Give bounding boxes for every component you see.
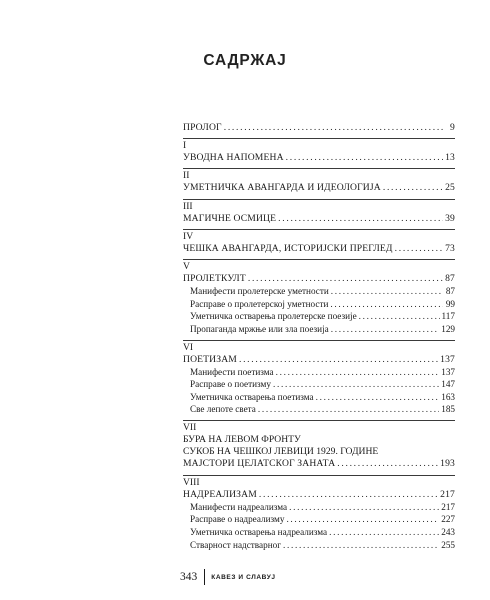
toc-entry[interactable] bbox=[183, 354, 455, 366]
toc-entry[interactable] bbox=[183, 489, 455, 501]
toc-entry-title: Расправе о поетизму bbox=[190, 379, 271, 390]
toc-entry-title: СУКОБ НА ЧЕШКОЈ ЛЕВИЦИ 1929. ГОДИНЕ bbox=[183, 446, 379, 458]
chapter-numeral: V bbox=[183, 260, 190, 272]
toc-entry[interactable] bbox=[183, 122, 455, 134]
dot-leader bbox=[248, 273, 443, 285]
dot-leader bbox=[329, 526, 439, 539]
toc-subentry[interactable] bbox=[183, 323, 455, 336]
toc-entry[interactable] bbox=[183, 152, 455, 164]
toc-page-number: 185 bbox=[441, 404, 455, 415]
dot-leader bbox=[224, 122, 443, 134]
toc-section bbox=[183, 122, 455, 134]
toc-entry[interactable] bbox=[183, 243, 455, 255]
toc-entry[interactable] bbox=[183, 182, 455, 194]
toc-page-number: 9 bbox=[450, 122, 455, 133]
page-footer bbox=[180, 569, 276, 585]
chapter-numeral: VI bbox=[183, 341, 194, 353]
toc-page-number: 129 bbox=[441, 323, 455, 334]
dot-leader bbox=[383, 182, 443, 194]
dot-leader bbox=[259, 489, 438, 501]
toc-section bbox=[183, 340, 455, 417]
section-rule bbox=[183, 199, 455, 200]
page-title: САДРЖАЈ bbox=[203, 52, 287, 69]
dot-leader bbox=[276, 366, 440, 379]
toc-entry-title: Манифести пролетерске уметности bbox=[190, 286, 329, 297]
dot-leader bbox=[283, 539, 439, 552]
page-number: 343 bbox=[180, 571, 198, 583]
toc-entry[interactable] bbox=[183, 213, 455, 225]
toc-subentry[interactable] bbox=[183, 391, 455, 404]
toc-page-number: 137 bbox=[440, 353, 455, 365]
toc-subentry[interactable] bbox=[183, 298, 455, 311]
toc-page-number: 117 bbox=[441, 311, 455, 322]
dot-leader bbox=[316, 391, 440, 404]
toc-entry-title: Пропаганда мржње или зла поезија bbox=[190, 323, 329, 334]
toc-entry-title: ЧЕШКА АВАНГАРДА, ИСТОРИЈСКИ ПРЕГЛЕД bbox=[183, 242, 393, 254]
dot-leader bbox=[286, 513, 439, 526]
toc-entry-title: ПОЕТИЗАМ bbox=[183, 353, 237, 365]
toc-subentry[interactable] bbox=[183, 378, 455, 391]
toc-entry-title: НАДРЕАЛИЗАМ bbox=[183, 488, 257, 500]
toc-entry-title: УМЕТНИЧКА АВАНГАРДА И ИДЕОЛОГИЈА bbox=[183, 182, 381, 194]
dot-leader bbox=[239, 354, 438, 366]
toc-section bbox=[183, 199, 455, 225]
dot-leader bbox=[330, 298, 443, 311]
toc-page-number: 39 bbox=[445, 212, 455, 224]
chapter-numeral: II bbox=[183, 170, 190, 182]
section-rule bbox=[183, 340, 455, 341]
toc-entry-title: БУРА НА ЛЕВОМ ФРОНТУ bbox=[183, 434, 301, 446]
toc-entry-title: МАЈСТОРИ ЦЕЛАТСКОГ ЗАНАТА bbox=[183, 458, 336, 470]
toc-entry-title: ПРОЛЕТКУЛТ bbox=[183, 272, 246, 284]
toc-entry-title: Манифести поетизма bbox=[190, 366, 274, 377]
toc-page-number: 25 bbox=[445, 182, 455, 194]
toc-page-number: 217 bbox=[441, 501, 455, 512]
toc-page-number: 227 bbox=[441, 514, 455, 525]
toc-subentry[interactable] bbox=[183, 526, 455, 539]
toc-section bbox=[183, 138, 455, 164]
toc-entry-title: Стварност надстварног bbox=[190, 539, 281, 550]
dot-leader bbox=[278, 213, 443, 225]
toc-page-number: 243 bbox=[441, 527, 455, 537]
toc-entry-title: Уметничка остварења поетизма bbox=[190, 391, 314, 402]
toc-page-number: 99 bbox=[445, 298, 455, 309]
section-rule bbox=[183, 229, 455, 230]
dot-leader bbox=[289, 501, 439, 514]
toc-page-number: 147 bbox=[441, 379, 455, 390]
section-rule bbox=[183, 420, 455, 421]
toc-entry-title: ПРОЛОГ bbox=[183, 122, 222, 133]
chapter-numeral: I bbox=[183, 140, 187, 152]
toc-page-number: 217 bbox=[440, 488, 455, 500]
toc-entry[interactable] bbox=[183, 458, 455, 470]
dot-leader bbox=[258, 403, 439, 416]
toc-subentry[interactable] bbox=[183, 403, 455, 416]
dot-leader bbox=[331, 323, 440, 336]
toc-section bbox=[183, 229, 455, 255]
chapter-numeral: IV bbox=[183, 230, 194, 242]
toc-section bbox=[183, 475, 455, 552]
toc-section bbox=[183, 168, 455, 194]
dot-leader bbox=[331, 285, 443, 298]
toc-subentry[interactable] bbox=[183, 539, 455, 552]
toc-page-number: 163 bbox=[441, 391, 455, 402]
toc-subentry[interactable] bbox=[183, 366, 455, 379]
dot-leader bbox=[286, 152, 443, 164]
toc-entry-title: Манифести надреализма bbox=[190, 501, 288, 512]
toc-entry-title: Уметничка остварења пролетерске поезије bbox=[190, 311, 357, 322]
toc-page-number: 73 bbox=[445, 242, 455, 254]
toc-section bbox=[183, 259, 455, 336]
toc-subentry[interactable] bbox=[183, 501, 455, 514]
table-of-contents bbox=[183, 122, 455, 551]
toc-page-number: 87 bbox=[445, 272, 455, 284]
toc-entry-title: Расправе о надреализму bbox=[190, 514, 285, 525]
toc-entry[interactable] bbox=[183, 273, 455, 285]
dot-leader bbox=[337, 458, 438, 470]
toc-page-number: 137 bbox=[441, 366, 455, 377]
section-rule bbox=[183, 168, 455, 169]
section-rule bbox=[183, 138, 455, 139]
chapter-numeral: III bbox=[183, 200, 193, 212]
toc-entry-title: Расправе о пролетерској уметности bbox=[190, 298, 329, 309]
toc-page-number: 193 bbox=[440, 458, 455, 470]
section-rule bbox=[183, 475, 455, 476]
running-head: КАВЕЗ И СЛАВУЈ bbox=[211, 573, 276, 581]
toc-page-number: 255 bbox=[441, 539, 455, 550]
dot-leader bbox=[359, 310, 440, 323]
dot-leader bbox=[395, 243, 443, 255]
toc-entry-title: Уметничка остварења надреализма bbox=[190, 527, 328, 537]
chapter-numeral: VIII bbox=[183, 476, 200, 488]
toc-page-number: 13 bbox=[445, 152, 455, 164]
toc-entry-heading[interactable] bbox=[183, 446, 455, 458]
toc-subentry[interactable] bbox=[183, 310, 455, 323]
toc-subentry[interactable] bbox=[183, 285, 455, 298]
toc-entry-title: Све лепоте света bbox=[190, 404, 256, 415]
toc-entry-title: УВОДНА НАПОМЕНА bbox=[183, 152, 284, 164]
chapter-numeral: VII bbox=[183, 422, 197, 434]
section-rule bbox=[183, 259, 455, 260]
footer-divider bbox=[204, 569, 205, 585]
dot-leader bbox=[273, 378, 439, 391]
toc-entry-heading[interactable] bbox=[183, 434, 455, 446]
toc-section bbox=[183, 420, 455, 471]
toc-page-number: 87 bbox=[445, 286, 455, 297]
toc-entry-title: МАГИЧНЕ ОСМИЦЕ bbox=[183, 212, 277, 224]
toc-subentry[interactable] bbox=[183, 513, 455, 526]
